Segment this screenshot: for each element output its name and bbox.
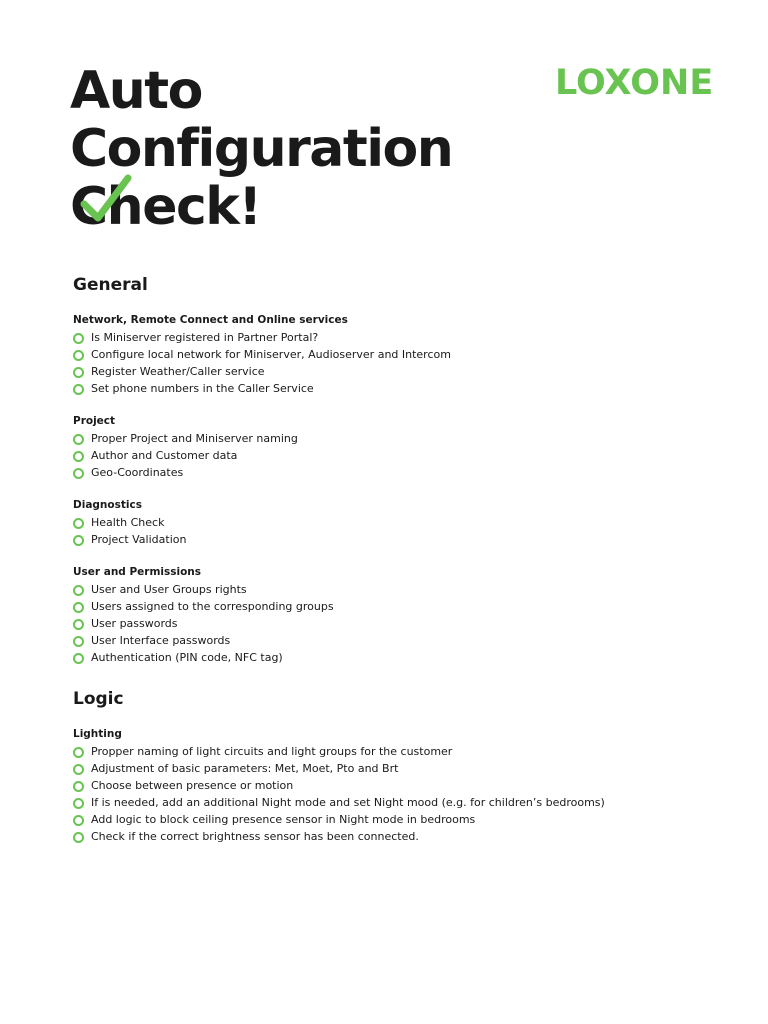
list-item: Authentication (PIN code, NFC tag) [73, 649, 713, 666]
page-title [70, 62, 452, 236]
brand-logo: LOXONE [555, 63, 714, 103]
group-title-users: User and Permissions [73, 566, 202, 578]
list-item: If is needed, add an additional Night mode and set Night mood (e.g. for children’s bedrooms) [73, 794, 713, 811]
list-item: Register Weather/Caller service [73, 363, 713, 380]
checklist-users [73, 581, 713, 666]
list-item: Propper naming of light circuits and light groups for the customer [73, 743, 713, 760]
title-line-3-rest: heck! [106, 177, 261, 237]
title-line-2: Configuration [70, 119, 453, 179]
circle-bullet-icon [73, 798, 84, 809]
list-item: Project Validation [73, 531, 713, 548]
list-item: Proper Project and Miniserver naming [73, 430, 713, 447]
checklist-project [73, 430, 713, 481]
checklist-network [73, 329, 713, 397]
circle-bullet-icon [73, 333, 84, 344]
list-item: Is Miniserver registered in Partner Portal? [73, 329, 713, 346]
list-item: Configure local network for Miniserver, Audioserver and Intercom [73, 346, 713, 363]
circle-bullet-icon [73, 451, 84, 462]
circle-bullet-icon [73, 535, 84, 546]
checklist-lighting [73, 743, 713, 845]
list-item: Choose between presence or motion [73, 777, 713, 794]
section-title-logic: Logic [73, 689, 124, 709]
list-item: User passwords [73, 615, 713, 632]
checklist-diagnostics [73, 514, 713, 548]
circle-bullet-icon [73, 764, 84, 775]
title-check-letter [70, 178, 107, 236]
list-item: Users assigned to the corresponding groups [73, 598, 713, 615]
list-item: Adjustment of basic parameters: Met, Moet, Pto and Brt [73, 760, 713, 777]
list-item: Geo-Coordinates [73, 464, 713, 481]
title-line-1: Auto [70, 61, 202, 121]
circle-bullet-icon [73, 434, 84, 445]
circle-bullet-icon [73, 518, 84, 529]
circle-bullet-icon [73, 636, 84, 647]
group-title-network: Network, Remote Connect and Online services [73, 314, 348, 326]
group-title-lighting: Lighting [73, 728, 122, 740]
title-line-3-first: C [70, 177, 107, 237]
circle-bullet-icon [73, 367, 84, 378]
list-item: Author and Customer data [73, 447, 713, 464]
section-title-general: General [73, 275, 148, 295]
title-line-3 [70, 178, 452, 236]
circle-bullet-icon [73, 781, 84, 792]
circle-bullet-icon [73, 384, 84, 395]
group-title-diagnostics: Diagnostics [73, 499, 142, 511]
checklist-content [73, 272, 713, 845]
list-item: Add logic to block ceiling presence sensor in Night mode in bedrooms [73, 811, 713, 828]
circle-bullet-icon [73, 815, 84, 826]
list-item: User Interface passwords [73, 632, 713, 649]
circle-bullet-icon [73, 602, 84, 613]
list-item: Set phone numbers in the Caller Service [73, 380, 713, 397]
checkmark-icon [78, 170, 134, 230]
circle-bullet-icon [73, 350, 84, 361]
list-item: User and User Groups rights [73, 581, 713, 598]
circle-bullet-icon [73, 468, 84, 479]
circle-bullet-icon [73, 619, 84, 630]
circle-bullet-icon [73, 832, 84, 843]
list-item: Health Check [73, 514, 713, 531]
circle-bullet-icon [73, 747, 84, 758]
circle-bullet-icon [73, 653, 84, 664]
list-item: Check if the correct brightness sensor has been connected. [73, 828, 713, 845]
circle-bullet-icon [73, 585, 84, 596]
group-title-project: Project [73, 415, 116, 427]
